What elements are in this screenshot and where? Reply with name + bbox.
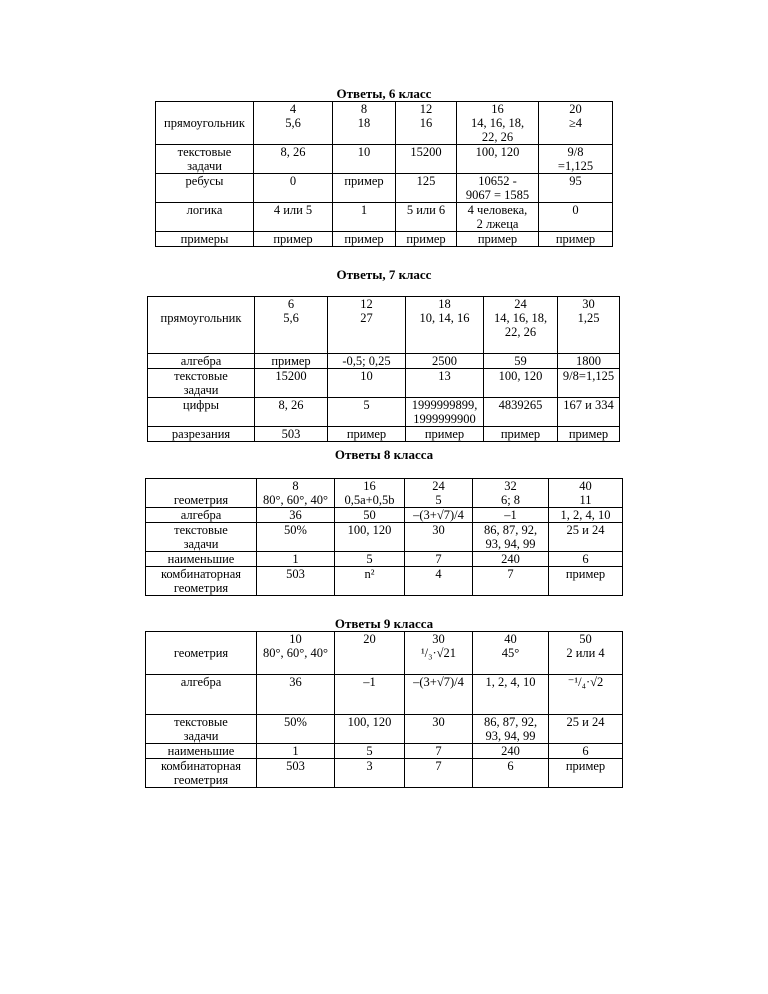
answer-cell: 25 и 24 bbox=[549, 523, 623, 552]
answer-cell: 86, 87, 92, 93, 94, 99 bbox=[473, 714, 549, 743]
answer-cell: 36 bbox=[257, 674, 335, 714]
answer-cell: пример bbox=[539, 232, 613, 247]
answers-table-9 bbox=[145, 631, 623, 788]
answer-cell: 16 bbox=[396, 116, 457, 145]
answer-cell: 10 bbox=[328, 368, 406, 397]
answer-cell: 1,25 bbox=[558, 311, 620, 353]
answer-cell: 15200 bbox=[396, 145, 457, 174]
column-header: 8 bbox=[333, 102, 396, 117]
answer-cell: пример bbox=[558, 426, 620, 441]
answer-cell: пример bbox=[254, 232, 333, 247]
answer-cell: 503 bbox=[257, 758, 335, 787]
column-header: 30 bbox=[558, 297, 620, 312]
row-label: прямоугольник bbox=[156, 116, 254, 145]
answer-cell: –1 bbox=[473, 508, 549, 523]
answer-cell: 5 bbox=[328, 397, 406, 426]
column-header: 20 bbox=[539, 102, 613, 117]
row-label: геометрия bbox=[146, 493, 257, 508]
row-label: алгебра bbox=[146, 508, 257, 523]
answer-cell: пример bbox=[333, 232, 396, 247]
column-header: 30 bbox=[405, 632, 473, 647]
row-label: наименьшие bbox=[146, 552, 257, 567]
answer-cell: 8, 26 bbox=[254, 145, 333, 174]
answer-cell: 167 и 334 bbox=[558, 397, 620, 426]
answer-cell: ¹/₃·√21 bbox=[405, 646, 473, 674]
answer-cell: 95 bbox=[539, 174, 613, 203]
answer-cell: 86, 87, 92, 93, 94, 99 bbox=[473, 523, 549, 552]
row-label: алгебра bbox=[146, 674, 257, 714]
answer-cell: 100, 120 bbox=[335, 714, 405, 743]
answer-cell: –(3+√7)/4 bbox=[405, 508, 473, 523]
row-label: разрезания bbox=[148, 426, 255, 441]
answer-cell: 1 bbox=[333, 203, 396, 232]
column-header: 16 bbox=[457, 102, 539, 117]
row-label: ребусы bbox=[156, 174, 254, 203]
answer-cell: 15200 bbox=[255, 368, 328, 397]
answer-cell: 10652 - 9067 = 1585 bbox=[457, 174, 539, 203]
answer-cell: 50% bbox=[257, 714, 335, 743]
answer-cell: 2 или 4 bbox=[549, 646, 623, 674]
answer-cell: –1 bbox=[335, 674, 405, 714]
answer-cell: пример bbox=[406, 426, 484, 441]
row-label: текстовые задачи bbox=[146, 523, 257, 552]
answer-cell: ⁻¹/₄·√2 bbox=[549, 674, 623, 714]
row-label: геометрия bbox=[146, 646, 257, 674]
answer-cell: 5 bbox=[405, 493, 473, 508]
column-header: 8 bbox=[257, 479, 335, 494]
answer-cell: 0 bbox=[254, 174, 333, 203]
answer-cell: 7 bbox=[405, 758, 473, 787]
corner-cell bbox=[146, 479, 257, 494]
answer-cell: 503 bbox=[255, 426, 328, 441]
column-header: 24 bbox=[405, 479, 473, 494]
answer-cell: 7 bbox=[405, 552, 473, 567]
table-row bbox=[146, 567, 623, 596]
answer-cell: пример bbox=[396, 232, 457, 247]
row-label: примеры bbox=[156, 232, 254, 247]
answer-cell: пример bbox=[333, 174, 396, 203]
answer-cell: -0,5; 0,25 bbox=[328, 353, 406, 368]
answer-cell: ≥4 bbox=[539, 116, 613, 145]
column-header: 16 bbox=[335, 479, 405, 494]
table-7-title: Ответы, 7 класс bbox=[336, 267, 432, 282]
answer-cell: 100, 120 bbox=[457, 145, 539, 174]
answers-table-8 bbox=[145, 478, 623, 596]
table-header-row bbox=[146, 479, 623, 494]
table-row bbox=[148, 397, 620, 426]
answer-cell: 5,6 bbox=[255, 311, 328, 353]
answer-cell: 10 bbox=[333, 145, 396, 174]
table-header-row bbox=[148, 297, 620, 312]
table-body bbox=[146, 479, 623, 596]
row-label: текстовые задачи bbox=[156, 145, 254, 174]
table-header-row bbox=[156, 102, 613, 117]
answer-cell: 1 bbox=[257, 552, 335, 567]
column-header: 50 bbox=[549, 632, 623, 647]
answer-cell: 1800 bbox=[558, 353, 620, 368]
table-row bbox=[148, 368, 620, 397]
answer-cell: 7 bbox=[405, 743, 473, 758]
answer-cell: 30 bbox=[405, 523, 473, 552]
table-6-title: Ответы, 6 класс bbox=[336, 86, 432, 101]
row-label: алгебра bbox=[148, 353, 255, 368]
answer-cell: 7 bbox=[473, 567, 549, 596]
row-label: текстовые задачи bbox=[146, 714, 257, 743]
answer-cell: пример bbox=[255, 353, 328, 368]
row-label: цифры bbox=[148, 397, 255, 426]
answer-cell: 59 bbox=[484, 353, 558, 368]
table-body bbox=[156, 102, 613, 247]
answer-cell: 18 bbox=[333, 116, 396, 145]
table-row bbox=[146, 758, 623, 787]
table-row bbox=[156, 145, 613, 174]
answer-cell: 240 bbox=[473, 552, 549, 567]
answer-cell: 4 человека, 2 лжеца bbox=[457, 203, 539, 232]
column-header: 4 bbox=[254, 102, 333, 117]
column-header: 32 bbox=[473, 479, 549, 494]
answers-table-6 bbox=[155, 101, 613, 247]
table-row bbox=[156, 116, 613, 145]
answer-cell bbox=[335, 646, 405, 674]
answers-table-7 bbox=[147, 296, 620, 442]
row-label: логика bbox=[156, 203, 254, 232]
table-row bbox=[148, 353, 620, 368]
table-row bbox=[146, 508, 623, 523]
answer-cell: 80°, 60°, 40° bbox=[257, 646, 335, 674]
answer-cell: 3 bbox=[335, 758, 405, 787]
answer-cell: 10, 14, 16 bbox=[406, 311, 484, 353]
answer-cell: 125 bbox=[396, 174, 457, 203]
answer-cell: 5 bbox=[335, 552, 405, 567]
answer-cell: 5,6 bbox=[254, 116, 333, 145]
answer-cell: 80°, 60°, 40° bbox=[257, 493, 335, 508]
row-label: прямоугольник bbox=[148, 311, 255, 353]
column-header: 40 bbox=[549, 479, 623, 494]
answer-cell: 11 bbox=[549, 493, 623, 508]
answer-cell: 9/8=1,125 bbox=[558, 368, 620, 397]
answer-cell: 6 bbox=[549, 552, 623, 567]
table-row bbox=[156, 174, 613, 203]
answer-cell: 14, 16, 18, 22, 26 bbox=[457, 116, 539, 145]
table-row bbox=[146, 743, 623, 758]
answer-cell: 6 bbox=[549, 743, 623, 758]
row-label: комбинаторная геометрия bbox=[146, 567, 257, 596]
answer-cell: пример bbox=[549, 758, 623, 787]
answer-cell: 50 bbox=[335, 508, 405, 523]
answer-cell: 100, 120 bbox=[484, 368, 558, 397]
answer-cell: 100, 120 bbox=[335, 523, 405, 552]
table-row bbox=[146, 552, 623, 567]
column-header: 24 bbox=[484, 297, 558, 312]
column-header: 40 bbox=[473, 632, 549, 647]
answer-cell: 14, 16, 18, 22, 26 bbox=[484, 311, 558, 353]
answer-cell: 0 bbox=[539, 203, 613, 232]
answer-cell: n² bbox=[335, 567, 405, 596]
table-header-row bbox=[146, 632, 623, 647]
answer-cell: 4839265 bbox=[484, 397, 558, 426]
answer-cell: 5 или 6 bbox=[396, 203, 457, 232]
corner-cell bbox=[156, 102, 254, 117]
table-row bbox=[146, 674, 623, 714]
answer-cell: 27 bbox=[328, 311, 406, 353]
corner-cell bbox=[146, 632, 257, 647]
answer-cell: 30 bbox=[405, 714, 473, 743]
row-label: наименьшие bbox=[146, 743, 257, 758]
answer-cell: 8, 26 bbox=[255, 397, 328, 426]
table-body bbox=[146, 632, 623, 788]
column-header: 12 bbox=[328, 297, 406, 312]
answer-cell: 1 bbox=[257, 743, 335, 758]
answer-cell: 1999999899, 1999999900 bbox=[406, 397, 484, 426]
column-header: 12 bbox=[396, 102, 457, 117]
answer-cell: 503 bbox=[257, 567, 335, 596]
answer-cell: 36 bbox=[257, 508, 335, 523]
column-header: 20 bbox=[335, 632, 405, 647]
answer-cell: 2500 bbox=[406, 353, 484, 368]
answer-cell: 45° bbox=[473, 646, 549, 674]
answer-cell: 25 и 24 bbox=[549, 714, 623, 743]
row-label: комбинаторная геометрия bbox=[146, 758, 257, 787]
column-header: 18 bbox=[406, 297, 484, 312]
table-row bbox=[148, 311, 620, 353]
column-header: 6 bbox=[255, 297, 328, 312]
answer-cell: 13 bbox=[406, 368, 484, 397]
answer-cell: 4 bbox=[405, 567, 473, 596]
table-9-title: Ответы 9 класса bbox=[334, 616, 434, 631]
answer-cell: 240 bbox=[473, 743, 549, 758]
answer-cell: 0,5a+0,5b bbox=[335, 493, 405, 508]
answer-cell: 9/8 =1,125 bbox=[539, 145, 613, 174]
corner-cell bbox=[148, 297, 255, 312]
answer-cell: пример bbox=[549, 567, 623, 596]
answer-cell: 6; 8 bbox=[473, 493, 549, 508]
answer-cell: 1, 2, 4, 10 bbox=[473, 674, 549, 714]
table-body bbox=[148, 297, 620, 442]
table-row bbox=[156, 232, 613, 247]
answer-cell: пример bbox=[328, 426, 406, 441]
row-label: текстовые задачи bbox=[148, 368, 255, 397]
answer-cell: –(3+√7)/4 bbox=[405, 674, 473, 714]
answer-cell: 6 bbox=[473, 758, 549, 787]
answer-cell: 1, 2, 4, 10 bbox=[549, 508, 623, 523]
table-row bbox=[146, 646, 623, 674]
table-row bbox=[148, 426, 620, 441]
column-header: 10 bbox=[257, 632, 335, 647]
answer-cell: пример bbox=[484, 426, 558, 441]
table-8-title: Ответы 8 класса bbox=[334, 447, 434, 462]
answer-cell: пример bbox=[457, 232, 539, 247]
table-row bbox=[146, 714, 623, 743]
answer-cell: 5 bbox=[335, 743, 405, 758]
answer-cell: 4 или 5 bbox=[254, 203, 333, 232]
answer-cell: 50% bbox=[257, 523, 335, 552]
table-row bbox=[146, 493, 623, 508]
table-row bbox=[146, 523, 623, 552]
table-row bbox=[156, 203, 613, 232]
